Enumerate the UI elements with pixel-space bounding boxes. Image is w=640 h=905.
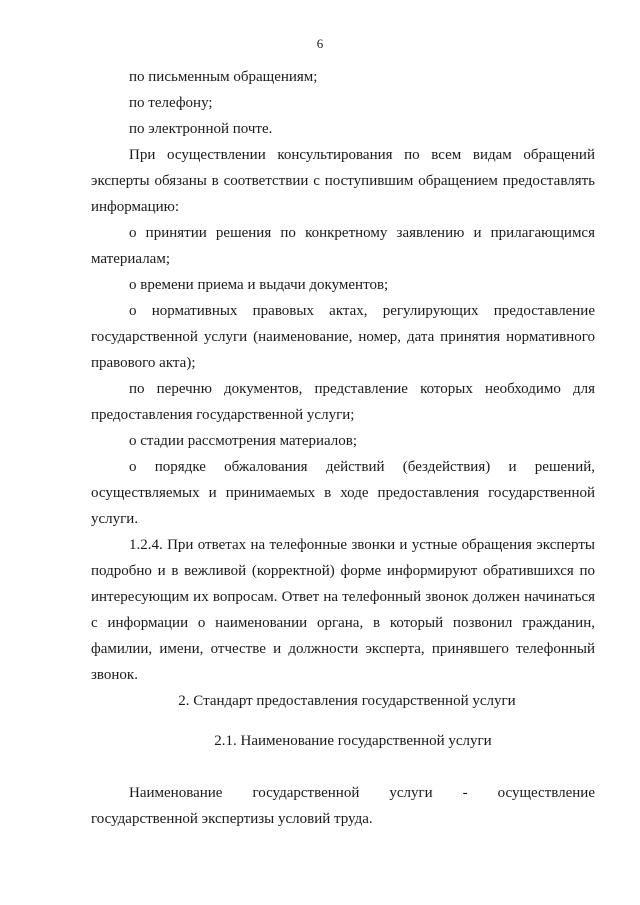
section-heading: 2. Стандарт предоставления государственной услуги: [178, 693, 516, 709]
subsection-heading: 2.1. Наименование государственной услуги: [214, 733, 492, 749]
paragraph-written: по письменным обращениям;: [129, 69, 318, 85]
paragraph-decision: о принятии решения по конкретному заявлению и прилагающимся материалам;: [91, 225, 595, 267]
paragraph-normative-acts: о нормативных правовых актах, регулирующих предоставление государственной услуги (наименование, номер, дата принятия нормативного правового акта);: [91, 303, 595, 371]
paragraph-phone-answers: 1.2.4. При ответах на телефонные звонки и устные обращения эксперты подробно и в вежливой (корректной) форме информируют обратившихся по интересующим их вопросам. Ответ на телефонный звонок должен начинаться с информации о наименовании органа, в который позвонил гражданин, фамилии, имени, отчестве и должности эксперта, принявшего телефонный звонок.: [91, 537, 595, 683]
paragraph-documents-list: по перечню документов, представление которых необходимо для предоставления государственной услуги;: [91, 381, 595, 423]
paragraph-service-name: Наименование государственной услуги - осуществление государственной экспертизы условий труда.: [91, 785, 595, 827]
paragraph-phone: по телефону;: [129, 95, 213, 111]
paragraph-reception-time: о времени приема и выдачи документов;: [129, 277, 389, 293]
paragraph-appeal: о порядке обжалования действий (бездействия) и решений, осуществляемых и принимаемых в ходе предоставления государственной услуги.: [91, 459, 595, 527]
page-number: 6: [316, 36, 324, 51]
paragraph-review-stage: о стадии рассмотрения материалов;: [129, 433, 358, 449]
paragraph-email: по электронной почте.: [129, 121, 273, 137]
document-body: [91, 64, 595, 832]
paragraph-consulting: При осуществлении консультирования по всем видам обращений эксперты обязаны в соответствии с поступившим обращением предоставлять информацию:: [91, 147, 595, 215]
